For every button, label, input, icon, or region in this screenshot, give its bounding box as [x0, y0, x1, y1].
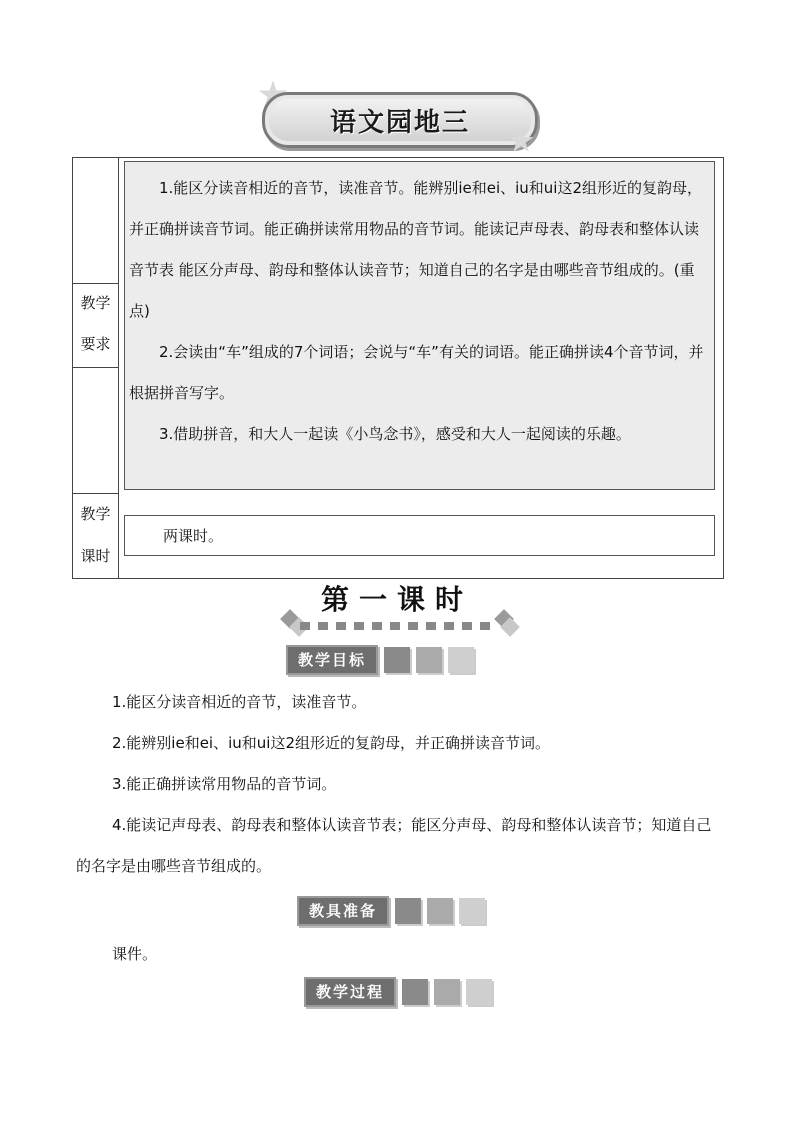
square-decoration-icon — [416, 647, 442, 673]
goals-list — [76, 682, 718, 887]
goal-item: 4.能读记声母表、韵母表和整体认读音节表；能区分声母、韵母和整体认读音节；知道自己的名字是由哪些音节组成的。 — [76, 816, 712, 875]
prep-item: 课件。 — [112, 945, 158, 963]
goal-item: 3.能正确拼读常用物品的音节词。 — [112, 775, 337, 793]
page-title: 语文园地三 — [262, 92, 538, 148]
section-header-prep — [297, 896, 485, 926]
prep-text — [76, 934, 718, 975]
square-decoration-icon — [434, 979, 460, 1005]
hours-content: 两课时。 — [124, 515, 715, 556]
table-cell — [73, 158, 119, 284]
square-decoration-icon — [402, 979, 428, 1005]
section-header-process — [304, 977, 492, 1007]
goal-item: 1.能区分读音相近的音节，读准音节。 — [112, 693, 367, 711]
row-label-requirements: 要求 — [80, 335, 111, 353]
lesson-title: 第一课时 — [320, 583, 473, 616]
square-decoration-icon — [395, 898, 421, 924]
row-label-hours: 教学 — [80, 505, 111, 523]
section-header-goals — [286, 645, 474, 675]
square-decoration-icon — [384, 647, 410, 673]
row-label-hours: 课时 — [80, 547, 111, 565]
square-decoration-icon — [459, 898, 485, 924]
section-title: 教具准备 — [297, 896, 389, 926]
table-cell — [73, 367, 119, 494]
requirements-content — [124, 161, 715, 490]
requirements-table — [72, 157, 724, 579]
square-decoration-icon — [427, 898, 453, 924]
square-decoration-icon — [466, 979, 492, 1005]
requirement-item: 2.会读由“车”组成的7个词语；会说与“车”有关的词语。能正确拼读4个音节词，并根据拼音写字。 — [129, 343, 704, 402]
square-decoration-icon — [448, 647, 474, 673]
requirement-item: 3.借助拼音，和大人一起读《小鸟念书》，感受和大人一起阅读的乐趣。 — [159, 425, 631, 443]
requirement-item: 1.能区分读音相近的音节，读准音节。能辨别ie和ei、iu和ui这2组形近的复韵母，并正确拼读音节词。能正确拼读常用物品的音节词。能读记声母表、韵母表和整体认读音节表 能区分声母、韵母和整体认读音节；知道自己的名字是由哪些音节组成的。(重点) — [129, 179, 702, 320]
section-title: 教学过程 — [304, 977, 396, 1007]
section-title: 教学目标 — [286, 645, 378, 675]
dotted-divider — [300, 622, 495, 630]
row-label-requirements: 教学 — [80, 294, 111, 312]
goal-item: 2.能辨别ie和ei、iu和ui这2组形近的复韵母，并正确拼读音节词。 — [112, 734, 550, 752]
